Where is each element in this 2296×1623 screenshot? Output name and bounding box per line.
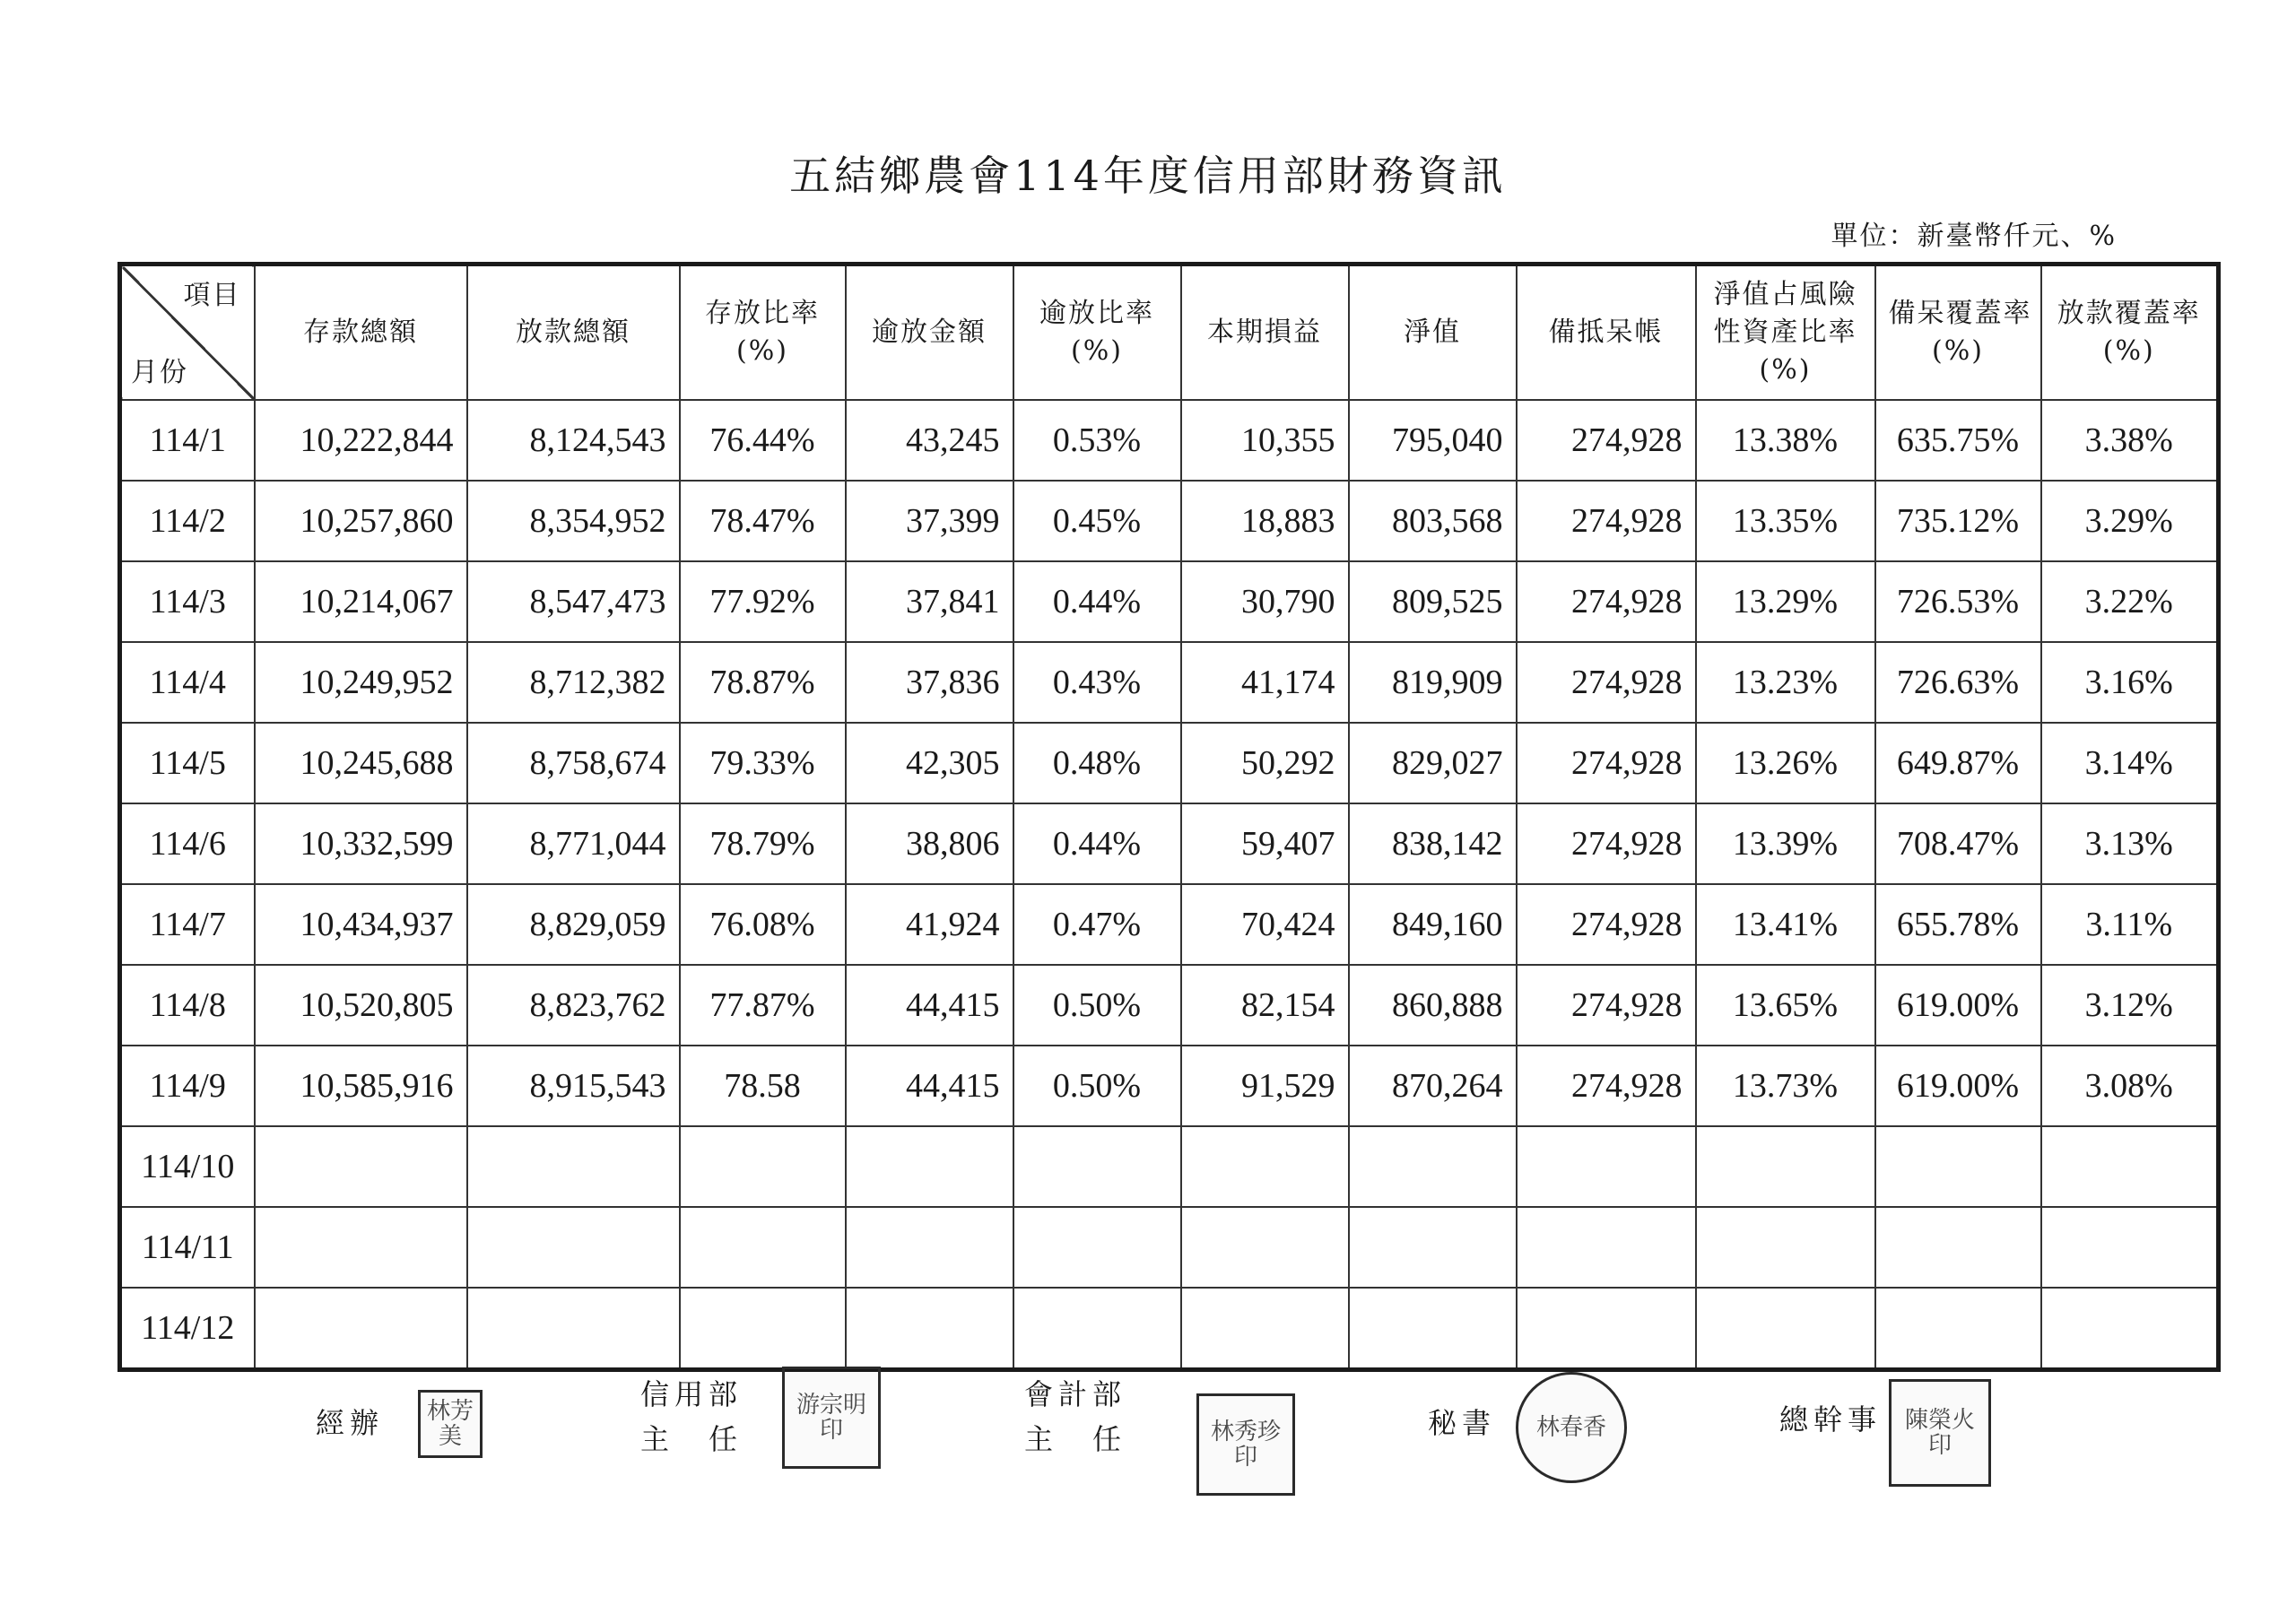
cell-net-worth: 838,142 — [1349, 803, 1517, 884]
cell-overdue-ratio: 0.48% — [1013, 723, 1181, 803]
cell-net-worth — [1349, 1207, 1517, 1288]
cell-overdue — [846, 1207, 1013, 1288]
cell-dl-ratio: 77.87% — [680, 965, 846, 1046]
cell-loan-coverage: 3.08% — [2041, 1046, 2219, 1126]
cell-loans: 8,354,952 — [467, 481, 680, 561]
cell-dl-ratio: 78.47% — [680, 481, 846, 561]
cell-loans — [467, 1288, 680, 1370]
cell-pl: 10,355 — [1181, 400, 1349, 481]
cell-loans: 8,829,059 — [467, 884, 680, 965]
cell-coverage: 635.75% — [1875, 400, 2041, 481]
cell-deposits: 10,520,805 — [255, 965, 467, 1046]
cell-loan-coverage — [2041, 1207, 2219, 1288]
cell-loan-coverage: 3.13% — [2041, 803, 2219, 884]
cell-loans: 8,915,543 — [467, 1046, 680, 1126]
cell-loans: 8,758,674 — [467, 723, 680, 803]
table-row — [120, 723, 2219, 803]
cell-overdue-ratio: 0.45% — [1013, 481, 1181, 561]
col-header-net-worth: 淨值 — [1349, 265, 1517, 401]
cell-dl-ratio — [680, 1288, 846, 1370]
cell-loans: 8,124,543 — [467, 400, 680, 481]
cell-dl-ratio: 78.79% — [680, 803, 846, 884]
cell-month: 114/6 — [120, 803, 255, 884]
table-row — [120, 884, 2219, 965]
col-header-allowance: 備抵呆帳 — [1517, 265, 1696, 401]
col-header-dl-ratio: 存放比率 (%) — [680, 265, 846, 401]
table-row — [120, 400, 2219, 481]
cell-coverage: 619.00% — [1875, 965, 2041, 1046]
cell-capital-ratio: 13.29% — [1696, 561, 1875, 642]
cell-coverage: 619.00% — [1875, 1046, 2041, 1126]
cell-loan-coverage: 3.12% — [2041, 965, 2219, 1046]
cell-allowance: 274,928 — [1517, 400, 1696, 481]
accounting-head-seal: 林秀珍印 — [1196, 1393, 1295, 1496]
cell-loans — [467, 1126, 680, 1207]
cell-loans: 8,771,044 — [467, 803, 680, 884]
cell-coverage: 655.78% — [1875, 884, 2041, 965]
table-row — [120, 561, 2219, 642]
cell-loan-coverage: 3.16% — [2041, 642, 2219, 723]
cell-net-worth: 860,888 — [1349, 965, 1517, 1046]
cell-loans: 8,547,473 — [467, 561, 680, 642]
clerk-label: 經辦 — [316, 1406, 385, 1440]
credit-head-seal: 游宗明印 — [782, 1367, 881, 1469]
cell-loan-coverage: 3.38% — [2041, 400, 2219, 481]
general-manager-label: 總幹事 — [1779, 1402, 1883, 1436]
cell-coverage: 726.53% — [1875, 561, 2041, 642]
cell-overdue-ratio — [1013, 1126, 1181, 1207]
cell-loans — [467, 1207, 680, 1288]
secretary-seal: 林春香 — [1516, 1372, 1627, 1483]
cell-net-worth: 870,264 — [1349, 1046, 1517, 1126]
cell-capital-ratio: 13.26% — [1696, 723, 1875, 803]
cell-month: 114/2 — [120, 481, 255, 561]
cell-deposits: 10,222,844 — [255, 400, 467, 481]
cell-allowance: 274,928 — [1517, 803, 1696, 884]
cell-loans: 8,823,762 — [467, 965, 680, 1046]
cell-deposits: 10,332,599 — [255, 803, 467, 884]
cell-allowance: 274,928 — [1517, 965, 1696, 1046]
cell-capital-ratio: 13.23% — [1696, 642, 1875, 723]
table-row — [120, 1288, 2219, 1370]
cell-overdue: 37,836 — [846, 642, 1013, 723]
col-header-capital-ratio: 淨值占風險 性資產比率 (%) — [1696, 265, 1875, 401]
general-manager-seal: 陳榮火印 — [1889, 1379, 1991, 1487]
cell-overdue-ratio: 0.44% — [1013, 803, 1181, 884]
cell-loan-coverage: 3.29% — [2041, 481, 2219, 561]
cell-month: 114/8 — [120, 965, 255, 1046]
cell-net-worth — [1349, 1126, 1517, 1207]
cell-net-worth: 803,568 — [1349, 481, 1517, 561]
cell-allowance — [1517, 1288, 1696, 1370]
cell-capital-ratio — [1696, 1288, 1875, 1370]
item-label: 項目 — [183, 280, 241, 311]
cell-coverage — [1875, 1288, 2041, 1370]
cell-pl: 70,424 — [1181, 884, 1349, 965]
cell-pl: 41,174 — [1181, 642, 1349, 723]
cell-deposits — [255, 1207, 467, 1288]
cell-dl-ratio: 76.08% — [680, 884, 846, 965]
cell-pl — [1181, 1288, 1349, 1370]
col-header-loan-coverage: 放款覆蓋率 (%) — [2041, 265, 2219, 401]
cell-capital-ratio: 13.41% — [1696, 884, 1875, 965]
cell-overdue-ratio: 0.53% — [1013, 400, 1181, 481]
col-header-deposits: 存款總額 — [255, 265, 467, 401]
cell-allowance — [1517, 1207, 1696, 1288]
cell-overdue: 38,806 — [846, 803, 1013, 884]
cell-dl-ratio — [680, 1126, 846, 1207]
col-header-coverage: 備呆覆蓋率 (%) — [1875, 265, 2041, 401]
cell-pl — [1181, 1207, 1349, 1288]
cell-pl — [1181, 1126, 1349, 1207]
cell-overdue: 37,841 — [846, 561, 1013, 642]
cell-month: 114/3 — [120, 561, 255, 642]
table-row — [120, 1207, 2219, 1288]
cell-coverage: 649.87% — [1875, 723, 2041, 803]
cell-overdue: 37,399 — [846, 481, 1013, 561]
financial-table — [117, 262, 2221, 1372]
cell-overdue: 44,415 — [846, 965, 1013, 1046]
cell-month: 114/9 — [120, 1046, 255, 1126]
cell-overdue-ratio — [1013, 1288, 1181, 1370]
col-header-pl: 本期損益 — [1181, 265, 1349, 401]
cell-overdue: 41,924 — [846, 884, 1013, 965]
cell-overdue — [846, 1288, 1013, 1370]
cell-deposits: 10,214,067 — [255, 561, 467, 642]
cell-deposits: 10,434,937 — [255, 884, 467, 965]
accounting-head-label-line1: 會計部 — [1024, 1377, 1127, 1411]
cell-loan-coverage: 3.22% — [2041, 561, 2219, 642]
cell-dl-ratio: 77.92% — [680, 561, 846, 642]
cell-dl-ratio: 76.44% — [680, 400, 846, 481]
cell-pl: 50,292 — [1181, 723, 1349, 803]
cell-month: 114/7 — [120, 884, 255, 965]
cell-deposits: 10,249,952 — [255, 642, 467, 723]
header-row — [120, 265, 2219, 401]
cell-overdue-ratio: 0.43% — [1013, 642, 1181, 723]
cell-deposits: 10,585,916 — [255, 1046, 467, 1126]
cell-pl: 30,790 — [1181, 561, 1349, 642]
cell-capital-ratio: 13.38% — [1696, 400, 1875, 481]
cell-dl-ratio — [680, 1207, 846, 1288]
cell-dl-ratio: 78.87% — [680, 642, 846, 723]
table-row — [120, 1126, 2219, 1207]
cell-overdue — [846, 1126, 1013, 1207]
cell-overdue: 42,305 — [846, 723, 1013, 803]
secretary-label: 秘書 — [1428, 1406, 1497, 1440]
cell-capital-ratio: 13.35% — [1696, 481, 1875, 561]
table-row — [120, 803, 2219, 884]
table-row — [120, 965, 2219, 1046]
page-title: 五結鄉農會114年度信用部財務資訊 — [789, 152, 1507, 200]
cell-allowance: 274,928 — [1517, 723, 1696, 803]
cell-overdue-ratio: 0.50% — [1013, 1046, 1181, 1126]
cell-deposits: 10,245,688 — [255, 723, 467, 803]
cell-capital-ratio: 13.73% — [1696, 1046, 1875, 1126]
cell-allowance: 274,928 — [1517, 561, 1696, 642]
clerk-seal: 林芳美 — [418, 1390, 483, 1458]
cell-allowance: 274,928 — [1517, 1046, 1696, 1126]
cell-month: 114/10 — [120, 1126, 255, 1207]
cell-month: 114/5 — [120, 723, 255, 803]
cell-net-worth: 809,525 — [1349, 561, 1517, 642]
cell-overdue: 44,415 — [846, 1046, 1013, 1126]
cell-capital-ratio: 13.65% — [1696, 965, 1875, 1046]
cell-capital-ratio — [1696, 1126, 1875, 1207]
cell-coverage — [1875, 1207, 2041, 1288]
cell-coverage: 726.63% — [1875, 642, 2041, 723]
cell-pl: 59,407 — [1181, 803, 1349, 884]
cell-dl-ratio: 79.33% — [680, 723, 846, 803]
cell-net-worth: 829,027 — [1349, 723, 1517, 803]
month-label: 月份 — [131, 357, 188, 388]
cell-pl: 91,529 — [1181, 1046, 1349, 1126]
cell-dl-ratio: 78.58 — [680, 1046, 846, 1126]
cell-pl: 82,154 — [1181, 965, 1349, 1046]
corner-header-cell — [120, 265, 255, 401]
cell-coverage: 708.47% — [1875, 803, 2041, 884]
unit-note: 單位：新臺幣仟元、% — [1831, 221, 2117, 252]
cell-month: 114/4 — [120, 642, 255, 723]
cell-loan-coverage — [2041, 1126, 2219, 1207]
cell-net-worth: 819,909 — [1349, 642, 1517, 723]
credit-head-label-line1: 信用部 — [640, 1377, 744, 1411]
cell-loan-coverage: 3.11% — [2041, 884, 2219, 965]
cell-net-worth: 795,040 — [1349, 400, 1517, 481]
cell-pl: 18,883 — [1181, 481, 1349, 561]
cell-deposits — [255, 1126, 467, 1207]
cell-net-worth — [1349, 1288, 1517, 1370]
cell-net-worth: 849,160 — [1349, 884, 1517, 965]
cell-overdue-ratio: 0.44% — [1013, 561, 1181, 642]
cell-allowance: 274,928 — [1517, 884, 1696, 965]
table-row — [120, 1046, 2219, 1126]
cell-coverage: 735.12% — [1875, 481, 2041, 561]
cell-overdue: 43,245 — [846, 400, 1013, 481]
credit-head-label-line2: 主 任 — [640, 1422, 744, 1456]
cell-month: 114/11 — [120, 1207, 255, 1288]
col-header-overdue-ratio: 逾放比率 (%) — [1013, 265, 1181, 401]
cell-month: 114/12 — [120, 1288, 255, 1370]
cell-capital-ratio — [1696, 1207, 1875, 1288]
cell-loans: 8,712,382 — [467, 642, 680, 723]
cell-capital-ratio: 13.39% — [1696, 803, 1875, 884]
table-row — [120, 481, 2219, 561]
table-row — [120, 642, 2219, 723]
cell-deposits: 10,257,860 — [255, 481, 467, 561]
table-body — [120, 400, 2219, 1370]
cell-coverage — [1875, 1126, 2041, 1207]
cell-loan-coverage: 3.14% — [2041, 723, 2219, 803]
cell-overdue-ratio: 0.50% — [1013, 965, 1181, 1046]
cell-deposits — [255, 1288, 467, 1370]
col-header-overdue: 逾放金額 — [846, 265, 1013, 401]
cell-overdue-ratio — [1013, 1207, 1181, 1288]
cell-allowance: 274,928 — [1517, 481, 1696, 561]
cell-allowance: 274,928 — [1517, 642, 1696, 723]
cell-overdue-ratio: 0.47% — [1013, 884, 1181, 965]
accounting-head-label-line2: 主 任 — [1024, 1422, 1127, 1456]
cell-allowance — [1517, 1126, 1696, 1207]
cell-loan-coverage — [2041, 1288, 2219, 1370]
cell-month: 114/1 — [120, 400, 255, 481]
col-header-loans: 放款總額 — [467, 265, 680, 401]
